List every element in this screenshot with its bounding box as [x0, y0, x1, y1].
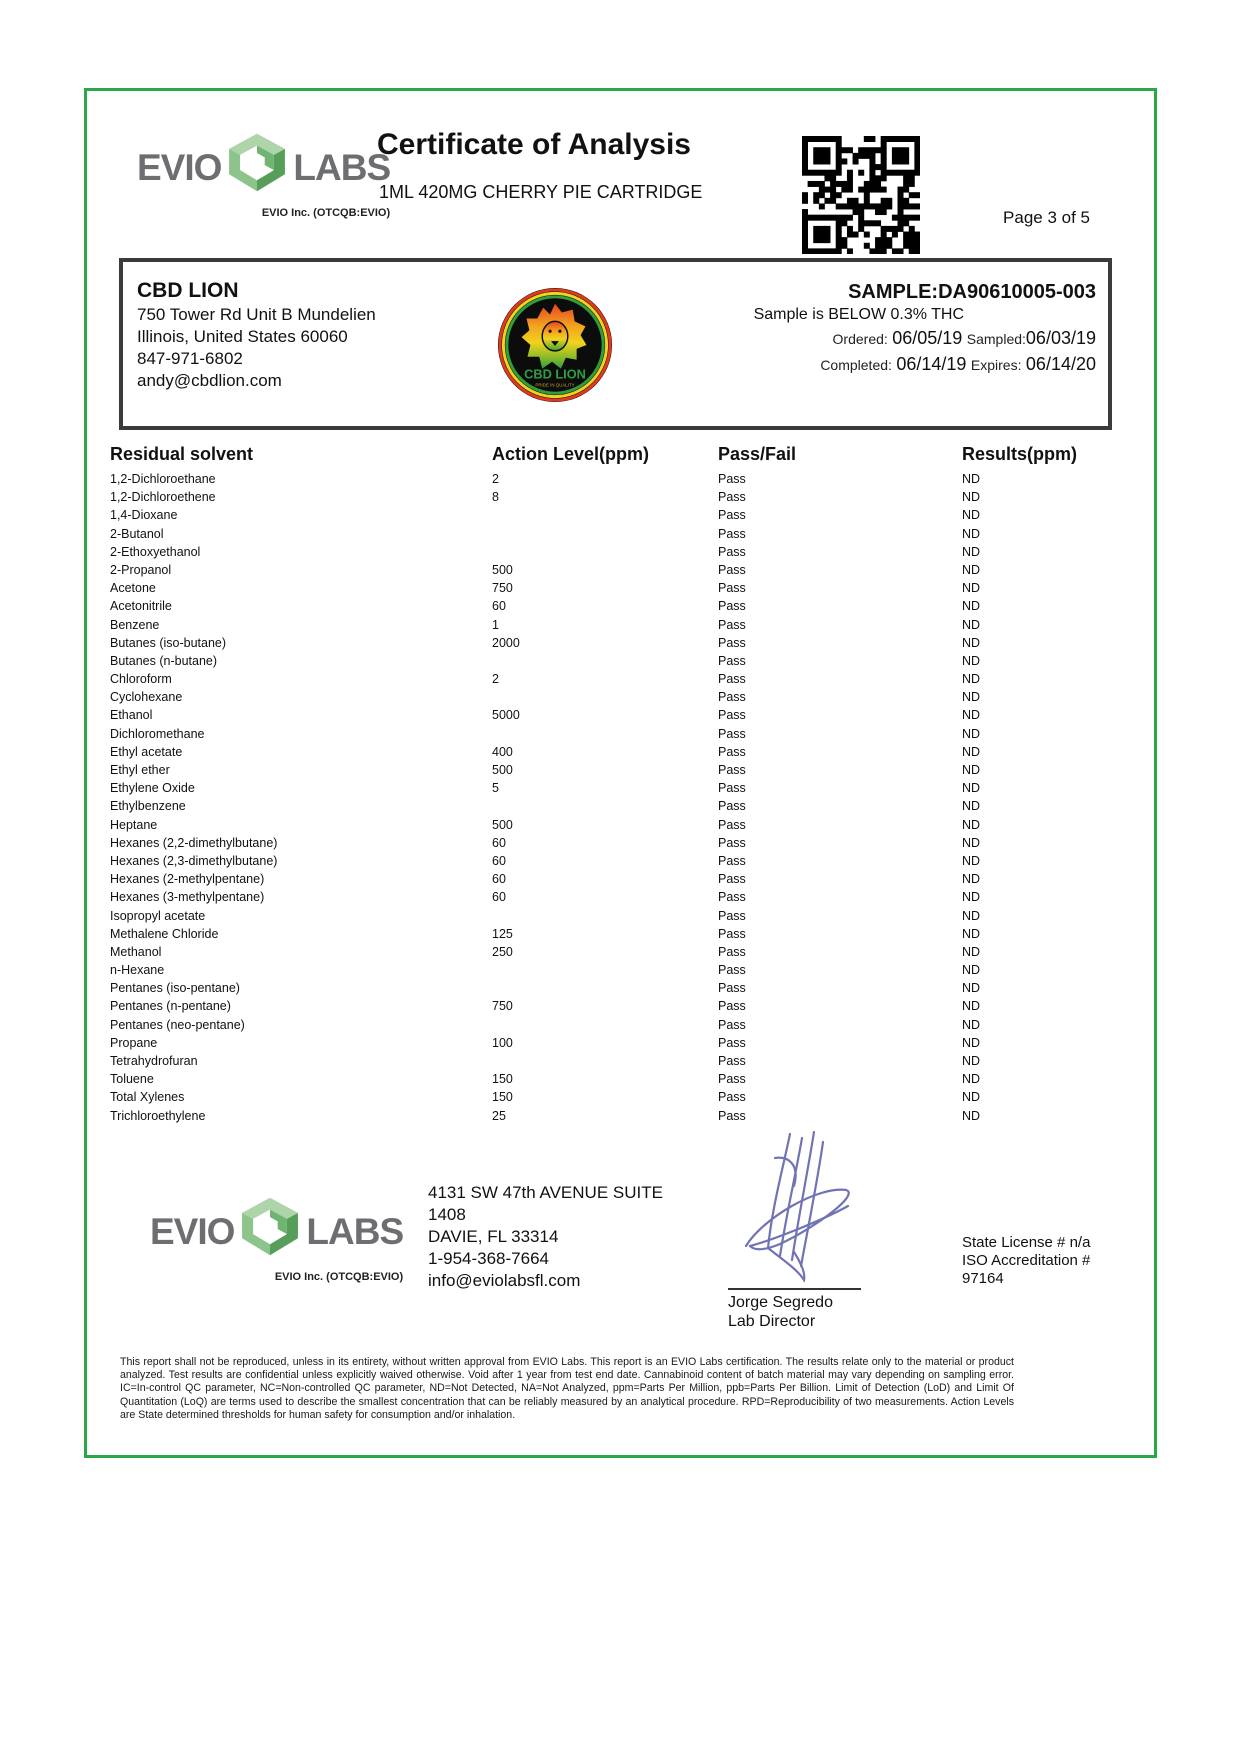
action-level-value: 1 [492, 617, 499, 632]
result-value: ND [962, 1072, 981, 1087]
result-value: ND [962, 890, 981, 905]
sampled-label: Sampled: [966, 331, 1026, 347]
lab-address-line3: DAVIE, FL 33314 [428, 1227, 559, 1246]
solvent-name: 1,2-Dichloroethene [110, 490, 216, 505]
solvent-name: Hexanes (2,2-dimethylbutane) [110, 835, 278, 850]
page-number: Page 3 of 5 [1003, 208, 1090, 227]
pass-fail-value: Pass [718, 581, 746, 596]
logo-word-labs: LABS [293, 147, 391, 188]
evio-labs-logo-header [137, 132, 391, 219]
completed-value: 06/14/19 [896, 354, 967, 374]
action-level-value: 500 [492, 817, 513, 832]
solvent-name: 2-Butanol [110, 526, 164, 541]
action-level-value: 60 [492, 872, 506, 887]
table-row [108, 1036, 1118, 1054]
action-level-value: 150 [492, 1072, 513, 1087]
result-value: ND [962, 617, 981, 632]
header-pass-fail: Pass/Fail [718, 444, 797, 464]
result-value: ND [962, 999, 981, 1014]
solvent-name: Pentanes (n-pentane) [110, 999, 231, 1014]
action-level-value: 2 [492, 672, 499, 687]
action-level-value: 5 [492, 781, 499, 796]
sample-id: SAMPLE:DA90610005-003 [848, 281, 1096, 303]
table-row [108, 599, 1118, 617]
action-level-value: 500 [492, 763, 513, 777]
table-row [108, 999, 1118, 1017]
lab-phone: 1-954-368-7664 [428, 1249, 549, 1268]
ordered-value: 06/05/19 [892, 328, 963, 348]
action-level-value: 750 [492, 581, 513, 596]
cbd-lion-logo [496, 286, 614, 404]
header-residual-solvent: Residual solvent [110, 444, 254, 464]
client-name: CBD LION [137, 279, 239, 302]
sample-thc-note: Sample is BELOW 0.3% THC [753, 306, 964, 323]
table-row [108, 1109, 1118, 1127]
solvent-name: Benzene [110, 617, 160, 632]
license-block [962, 1234, 1090, 1288]
result-value: ND [962, 744, 981, 759]
client-email: andy@cbdlion.com [137, 371, 282, 390]
table-row [108, 963, 1118, 981]
logo-subtitle: EVIO Inc. (OTCQB:EVIO) [274, 1271, 404, 1283]
result-value: ND [962, 599, 981, 614]
pass-fail-value: Pass [718, 1090, 746, 1105]
sample-info-box [119, 258, 1112, 430]
pass-fail-value: Pass [718, 544, 746, 559]
action-level-value: 5000 [492, 708, 520, 723]
table-row [108, 690, 1118, 708]
result-value: ND [962, 963, 981, 978]
action-level-value: 500 [492, 562, 513, 577]
pass-fail-value: Pass [718, 908, 746, 923]
table-row [108, 727, 1118, 745]
pass-fail-value: Pass [718, 890, 746, 905]
logo-word-evio: EVIO [137, 147, 222, 188]
solvent-name: Methanol [110, 944, 162, 959]
lab-address-block [428, 1182, 663, 1292]
table-row [108, 981, 1118, 999]
result-value: ND [962, 726, 981, 741]
table-row [108, 1072, 1118, 1090]
pass-fail-value: Pass [718, 526, 746, 541]
sample-block [754, 280, 1096, 378]
pass-fail-value: Pass [718, 562, 746, 577]
table-row [108, 1018, 1118, 1036]
pass-fail-value: Pass [718, 763, 746, 777]
solvent-name: Chloroform [110, 672, 172, 687]
pass-fail-value: Pass [718, 617, 746, 632]
lab-address-line2: 1408 [428, 1205, 466, 1224]
action-level-value: 150 [492, 1090, 513, 1105]
table-row [108, 508, 1118, 526]
table-row [108, 472, 1118, 490]
client-phone: 847-971-6802 [137, 349, 243, 368]
solvent-name: n-Hexane [110, 963, 165, 978]
signature-line [728, 1288, 861, 1290]
lab-address-line1: 4131 SW 47th AVENUE SUITE [428, 1183, 663, 1202]
solvent-name: Ethylene Oxide [110, 781, 195, 796]
pass-fail-value: Pass [718, 472, 746, 486]
pass-fail-value: Pass [718, 926, 746, 941]
solvent-name: Propane [110, 1035, 158, 1050]
pass-fail-value: Pass [718, 1017, 746, 1032]
result-value: ND [962, 799, 981, 814]
solvent-name: Butanes (n-butane) [110, 653, 218, 668]
table-row [108, 872, 1118, 890]
result-value: ND [962, 926, 981, 941]
action-level-value: 25 [492, 1108, 506, 1123]
table-row [108, 818, 1118, 836]
ordered-label: Ordered: [832, 331, 888, 347]
action-level-value: 60 [492, 599, 506, 614]
table-row [108, 618, 1118, 636]
solvent-name: Ethyl ether [110, 763, 170, 777]
result-value: ND [962, 581, 981, 596]
result-value: ND [962, 653, 981, 668]
result-value: ND [962, 944, 981, 959]
table-row [108, 945, 1118, 963]
pass-fail-value: Pass [718, 708, 746, 723]
client-block [137, 278, 376, 392]
result-value: ND [962, 490, 981, 505]
sample-dates-line2 [754, 352, 1096, 378]
table-row [108, 927, 1118, 945]
lion-logo-brand: CBD LION [524, 366, 586, 382]
pass-fail-value: Pass [718, 835, 746, 850]
result-value: ND [962, 472, 981, 486]
table-row [108, 490, 1118, 508]
solvent-name: Cyclohexane [110, 690, 183, 705]
solvent-name: Ethanol [110, 708, 153, 723]
solvent-name: Hexanes (2-methylpentane) [110, 872, 265, 887]
solvent-name: Trichloroethylene [110, 1108, 206, 1123]
pass-fail-value: Pass [718, 1072, 746, 1087]
pass-fail-value: Pass [718, 690, 746, 705]
solvent-name: 1,4-Dioxane [110, 508, 178, 523]
table-row [108, 763, 1118, 781]
sample-dates-line1 [754, 326, 1096, 352]
solvent-name: Methalene Chloride [110, 926, 219, 941]
table-row [108, 581, 1118, 599]
pass-fail-value: Pass [718, 744, 746, 759]
pass-fail-value: Pass [718, 726, 746, 741]
action-level-value: 60 [492, 853, 506, 868]
client-address-line1: 750 Tower Rd Unit B Mundelien [137, 305, 376, 324]
solvent-name: Acetone [110, 581, 156, 596]
pass-fail-value: Pass [718, 490, 746, 505]
iso-accreditation-label: ISO Accreditation # [962, 1252, 1091, 1269]
pass-fail-value: Pass [718, 1054, 746, 1068]
solvent-name: Butanes (iso-butane) [110, 635, 227, 650]
lab-email: info@eviolabsfl.com [428, 1271, 581, 1290]
table-row [108, 854, 1118, 872]
solvent-table-body [108, 472, 1118, 1127]
table-row [108, 527, 1118, 545]
iso-accreditation-number: 97164 [962, 1270, 1004, 1287]
table-row [108, 1054, 1118, 1072]
evio-labs-logo-footer [150, 1196, 404, 1283]
pass-fail-value: Pass [718, 672, 746, 687]
evio-cube-icon [240, 1196, 300, 1267]
page-title: Certificate of Analysis [377, 128, 691, 161]
table-row [108, 799, 1118, 817]
solvent-name: Hexanes (2,3-dimethylbutane) [110, 853, 278, 868]
pass-fail-value: Pass [718, 817, 746, 832]
solvent-name: Heptane [110, 817, 158, 832]
result-value: ND [962, 672, 981, 687]
table-row [108, 545, 1118, 563]
result-value: ND [962, 562, 981, 577]
table-row [108, 1090, 1118, 1108]
pass-fail-value: Pass [718, 781, 746, 796]
result-value: ND [962, 908, 981, 923]
pass-fail-value: Pass [718, 653, 746, 668]
result-value: ND [962, 635, 981, 650]
table-row [108, 745, 1118, 763]
pass-fail-value: Pass [718, 1035, 746, 1050]
result-value: ND [962, 763, 981, 777]
action-level-value: 125 [492, 926, 513, 941]
result-value: ND [962, 835, 981, 850]
solvent-name: Pentanes (neo-pentane) [110, 1017, 245, 1032]
action-level-value: 400 [492, 744, 513, 759]
solvent-name: 2-Ethoxyethanol [110, 544, 201, 559]
result-value: ND [962, 781, 981, 796]
result-value: ND [962, 1054, 981, 1068]
pass-fail-value: Pass [718, 944, 746, 959]
solvent-name: 1,2-Dichloroethane [110, 472, 216, 486]
table-row [108, 909, 1118, 927]
header-results: Results(ppm) [962, 444, 1078, 464]
action-level-value: 250 [492, 944, 513, 959]
action-level-value: 750 [492, 999, 513, 1014]
pass-fail-value: Pass [718, 1108, 746, 1123]
pass-fail-value: Pass [718, 872, 746, 887]
table-row [108, 636, 1118, 654]
solvent-name: Ethylbenzene [110, 799, 186, 814]
disclaimer-text: This report shall not be reproduced, unless in its entirety, without written approval from EVIO Labs. This report is an EVIO Labs certification. The results relate only to the material or product analyzed. Test results are confidential unless explicitly waived otherwise. Void after 1 year from test end date. Cannabinoid content of batch material may vary depending on sampling error. IC=In-control QC parameter, NC=Non-controlled QC parameter, ND=Not Detected, NA=Not Analyzed, ppm=Parts Per Million, ppb=Parts Per Billion. Limit of Detection (LoD) and Limit Of Quantitation (LoQ) are terms used to describe the smallest concentration that can be reliably measured by an analytical procedure. RPD=Reproducibility of two measurements. Action Levels are State determined thresholds for human safety for consumption and/or inhalation. [120, 1356, 1014, 1421]
solvent-name: 2-Propanol [110, 562, 172, 577]
logo-word-evio: EVIO [150, 1211, 235, 1252]
table-row [108, 672, 1118, 690]
expires-value: 06/14/20 [1025, 354, 1096, 374]
table-row [108, 781, 1118, 799]
result-value: ND [962, 690, 981, 705]
action-level-value: 2 [492, 472, 499, 486]
result-value: ND [962, 544, 981, 559]
pass-fail-value: Pass [718, 799, 746, 814]
table-row [108, 563, 1118, 581]
table-row [108, 654, 1118, 672]
action-level-value: 2000 [492, 635, 520, 650]
solvent-name: Tetrahydrofuran [110, 1054, 198, 1068]
action-level-value: 60 [492, 890, 506, 905]
solvent-name: Isopropyl acetate [110, 908, 206, 923]
solvent-name: Ethyl acetate [110, 744, 183, 759]
result-value: ND [962, 1017, 981, 1032]
table-row [108, 890, 1118, 908]
result-value: ND [962, 1108, 981, 1123]
pass-fail-value: Pass [718, 508, 746, 523]
qr-code [802, 136, 920, 254]
result-value: ND [962, 1035, 981, 1050]
pass-fail-value: Pass [718, 963, 746, 978]
result-value: ND [962, 853, 981, 868]
result-value: ND [962, 526, 981, 541]
pass-fail-value: Pass [718, 599, 746, 614]
solvent-name: Pentanes (iso-pentane) [110, 981, 240, 996]
pass-fail-value: Pass [718, 981, 746, 996]
signer-name: Jorge Segredo [728, 1294, 833, 1311]
completed-label: Completed: [820, 357, 892, 373]
expires-label: Expires: [970, 357, 1022, 373]
pass-fail-value: Pass [718, 853, 746, 868]
signer-title: Lab Director [728, 1313, 816, 1330]
state-license: State License # n/a [962, 1234, 1091, 1251]
action-level-value: 60 [492, 835, 506, 850]
pass-fail-value: Pass [718, 635, 746, 650]
table-row [108, 708, 1118, 726]
header-action-level: Action Level(ppm) [492, 444, 650, 464]
logo-word-labs: LABS [306, 1211, 404, 1252]
result-value: ND [962, 872, 981, 887]
action-level-value: 100 [492, 1035, 513, 1050]
client-address-line2: Illinois, United States 60060 [137, 327, 348, 346]
signature-image [728, 1128, 878, 1286]
solvent-name: Toluene [110, 1072, 154, 1087]
lion-logo-tagline: PRIDE IN QUALITY [535, 382, 575, 388]
result-value: ND [962, 817, 981, 832]
solvent-table-header [108, 444, 1118, 470]
sampled-value: 06/03/19 [1025, 328, 1096, 348]
logo-subtitle: EVIO Inc. (OTCQB:EVIO) [261, 207, 391, 219]
table-row [108, 836, 1118, 854]
result-value: ND [962, 708, 981, 723]
signature-block [728, 1128, 898, 1331]
solvent-name: Total Xylenes [110, 1090, 185, 1105]
solvent-name: Dichloromethane [110, 726, 205, 741]
solvent-table [108, 444, 1118, 1127]
pass-fail-value: Pass [718, 999, 746, 1014]
result-value: ND [962, 508, 981, 523]
result-value: ND [962, 1090, 981, 1105]
action-level-value: 8 [492, 490, 499, 505]
result-value: ND [962, 981, 981, 996]
solvent-name: Hexanes (3-methylpentane) [110, 890, 265, 905]
solvent-name: Acetonitrile [110, 599, 172, 614]
product-name: 1ML 420MG CHERRY PIE CARTRIDGE [379, 182, 703, 202]
evio-cube-icon [227, 132, 287, 203]
